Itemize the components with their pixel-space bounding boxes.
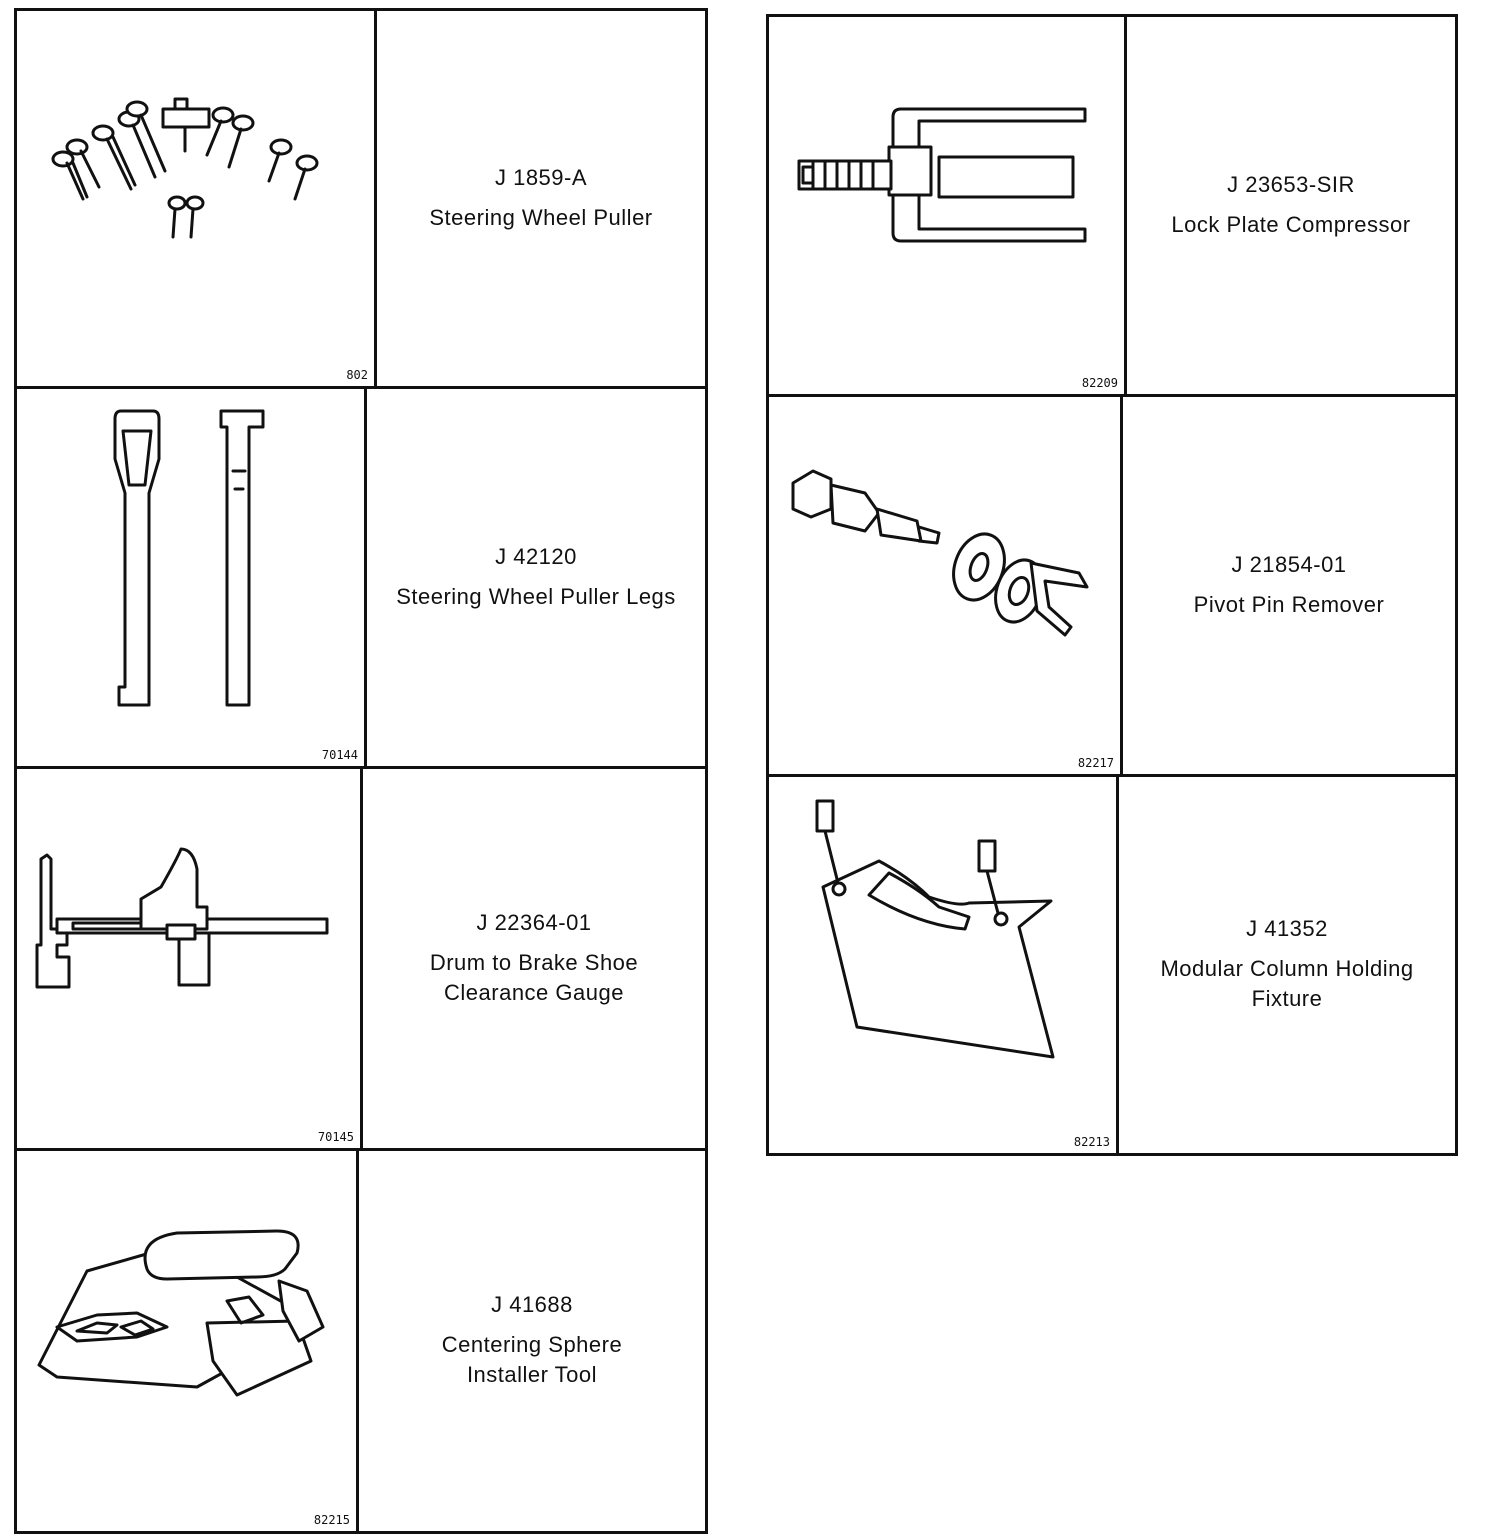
tool-text-cell — [377, 11, 705, 386]
tool-description: Drum to Brake Shoe Clearance Gauge — [429, 949, 639, 1005]
tool-row — [769, 17, 1455, 397]
tool-description: Steering Wheel Puller Legs — [396, 583, 676, 609]
tool-number: J 22364-01 — [476, 909, 592, 935]
tool-row — [17, 389, 705, 769]
figure-code: 82209 — [1081, 376, 1118, 390]
tool-illustration-cell — [17, 769, 363, 1148]
figure-code: 70144 — [321, 748, 358, 762]
puller-legs-icon — [17, 389, 367, 766]
left-tool-table — [14, 8, 708, 1534]
right-tool-table — [766, 14, 1458, 1156]
tool-number: J 42120 — [495, 543, 577, 569]
tool-illustration-cell — [769, 17, 1127, 394]
tool-description: Modular Column Holding Fixture — [1160, 956, 1414, 1011]
tool-number: J 21854-01 — [1231, 551, 1347, 577]
tool-row — [17, 769, 705, 1151]
tool-text-cell — [1123, 397, 1455, 774]
tool-number: J 41352 — [1246, 916, 1328, 941]
tool-text-cell — [1127, 17, 1455, 394]
tool-illustration-cell — [17, 1151, 359, 1531]
holding-fixture-icon — [769, 777, 1119, 1153]
lock-plate-compressor-icon — [769, 17, 1127, 394]
tool-illustration-cell — [17, 389, 367, 766]
tool-illustration-cell — [769, 397, 1123, 774]
figure-code: 70145 — [317, 1130, 354, 1144]
tool-text-cell — [359, 1151, 705, 1531]
tool-illustration-cell — [769, 777, 1119, 1153]
tool-number: J 41688 — [491, 1292, 573, 1317]
figure-code: 82215 — [313, 1513, 350, 1527]
tool-row — [769, 397, 1455, 777]
figure-code: 82213 — [1073, 1135, 1110, 1149]
sphere-installer-icon — [17, 1151, 359, 1531]
tool-description: Centering Sphere Installer Tool — [441, 1332, 623, 1387]
figure-code: 82217 — [1077, 756, 1114, 770]
tool-illustration-cell — [17, 11, 377, 386]
pivot-pin-remover-icon — [769, 397, 1123, 774]
tool-text-cell — [363, 769, 705, 1148]
tool-description: Lock Plate Compressor — [1171, 211, 1411, 237]
tool-row — [769, 777, 1455, 1153]
tool-description: Steering Wheel Puller — [429, 204, 653, 230]
tool-row — [17, 11, 705, 389]
tool-text-cell — [367, 389, 705, 766]
figure-code: 802 — [346, 368, 368, 382]
tool-row — [17, 1151, 705, 1531]
tool-text-cell — [1119, 777, 1455, 1153]
tool-number: J 1859-A — [494, 164, 588, 190]
puller-bolts-set-icon — [17, 11, 377, 386]
clearance-gauge-icon — [17, 769, 363, 1148]
tool-description: Pivot Pin Remover — [1193, 591, 1385, 617]
tool-number: J 23653-SIR — [1227, 171, 1355, 197]
